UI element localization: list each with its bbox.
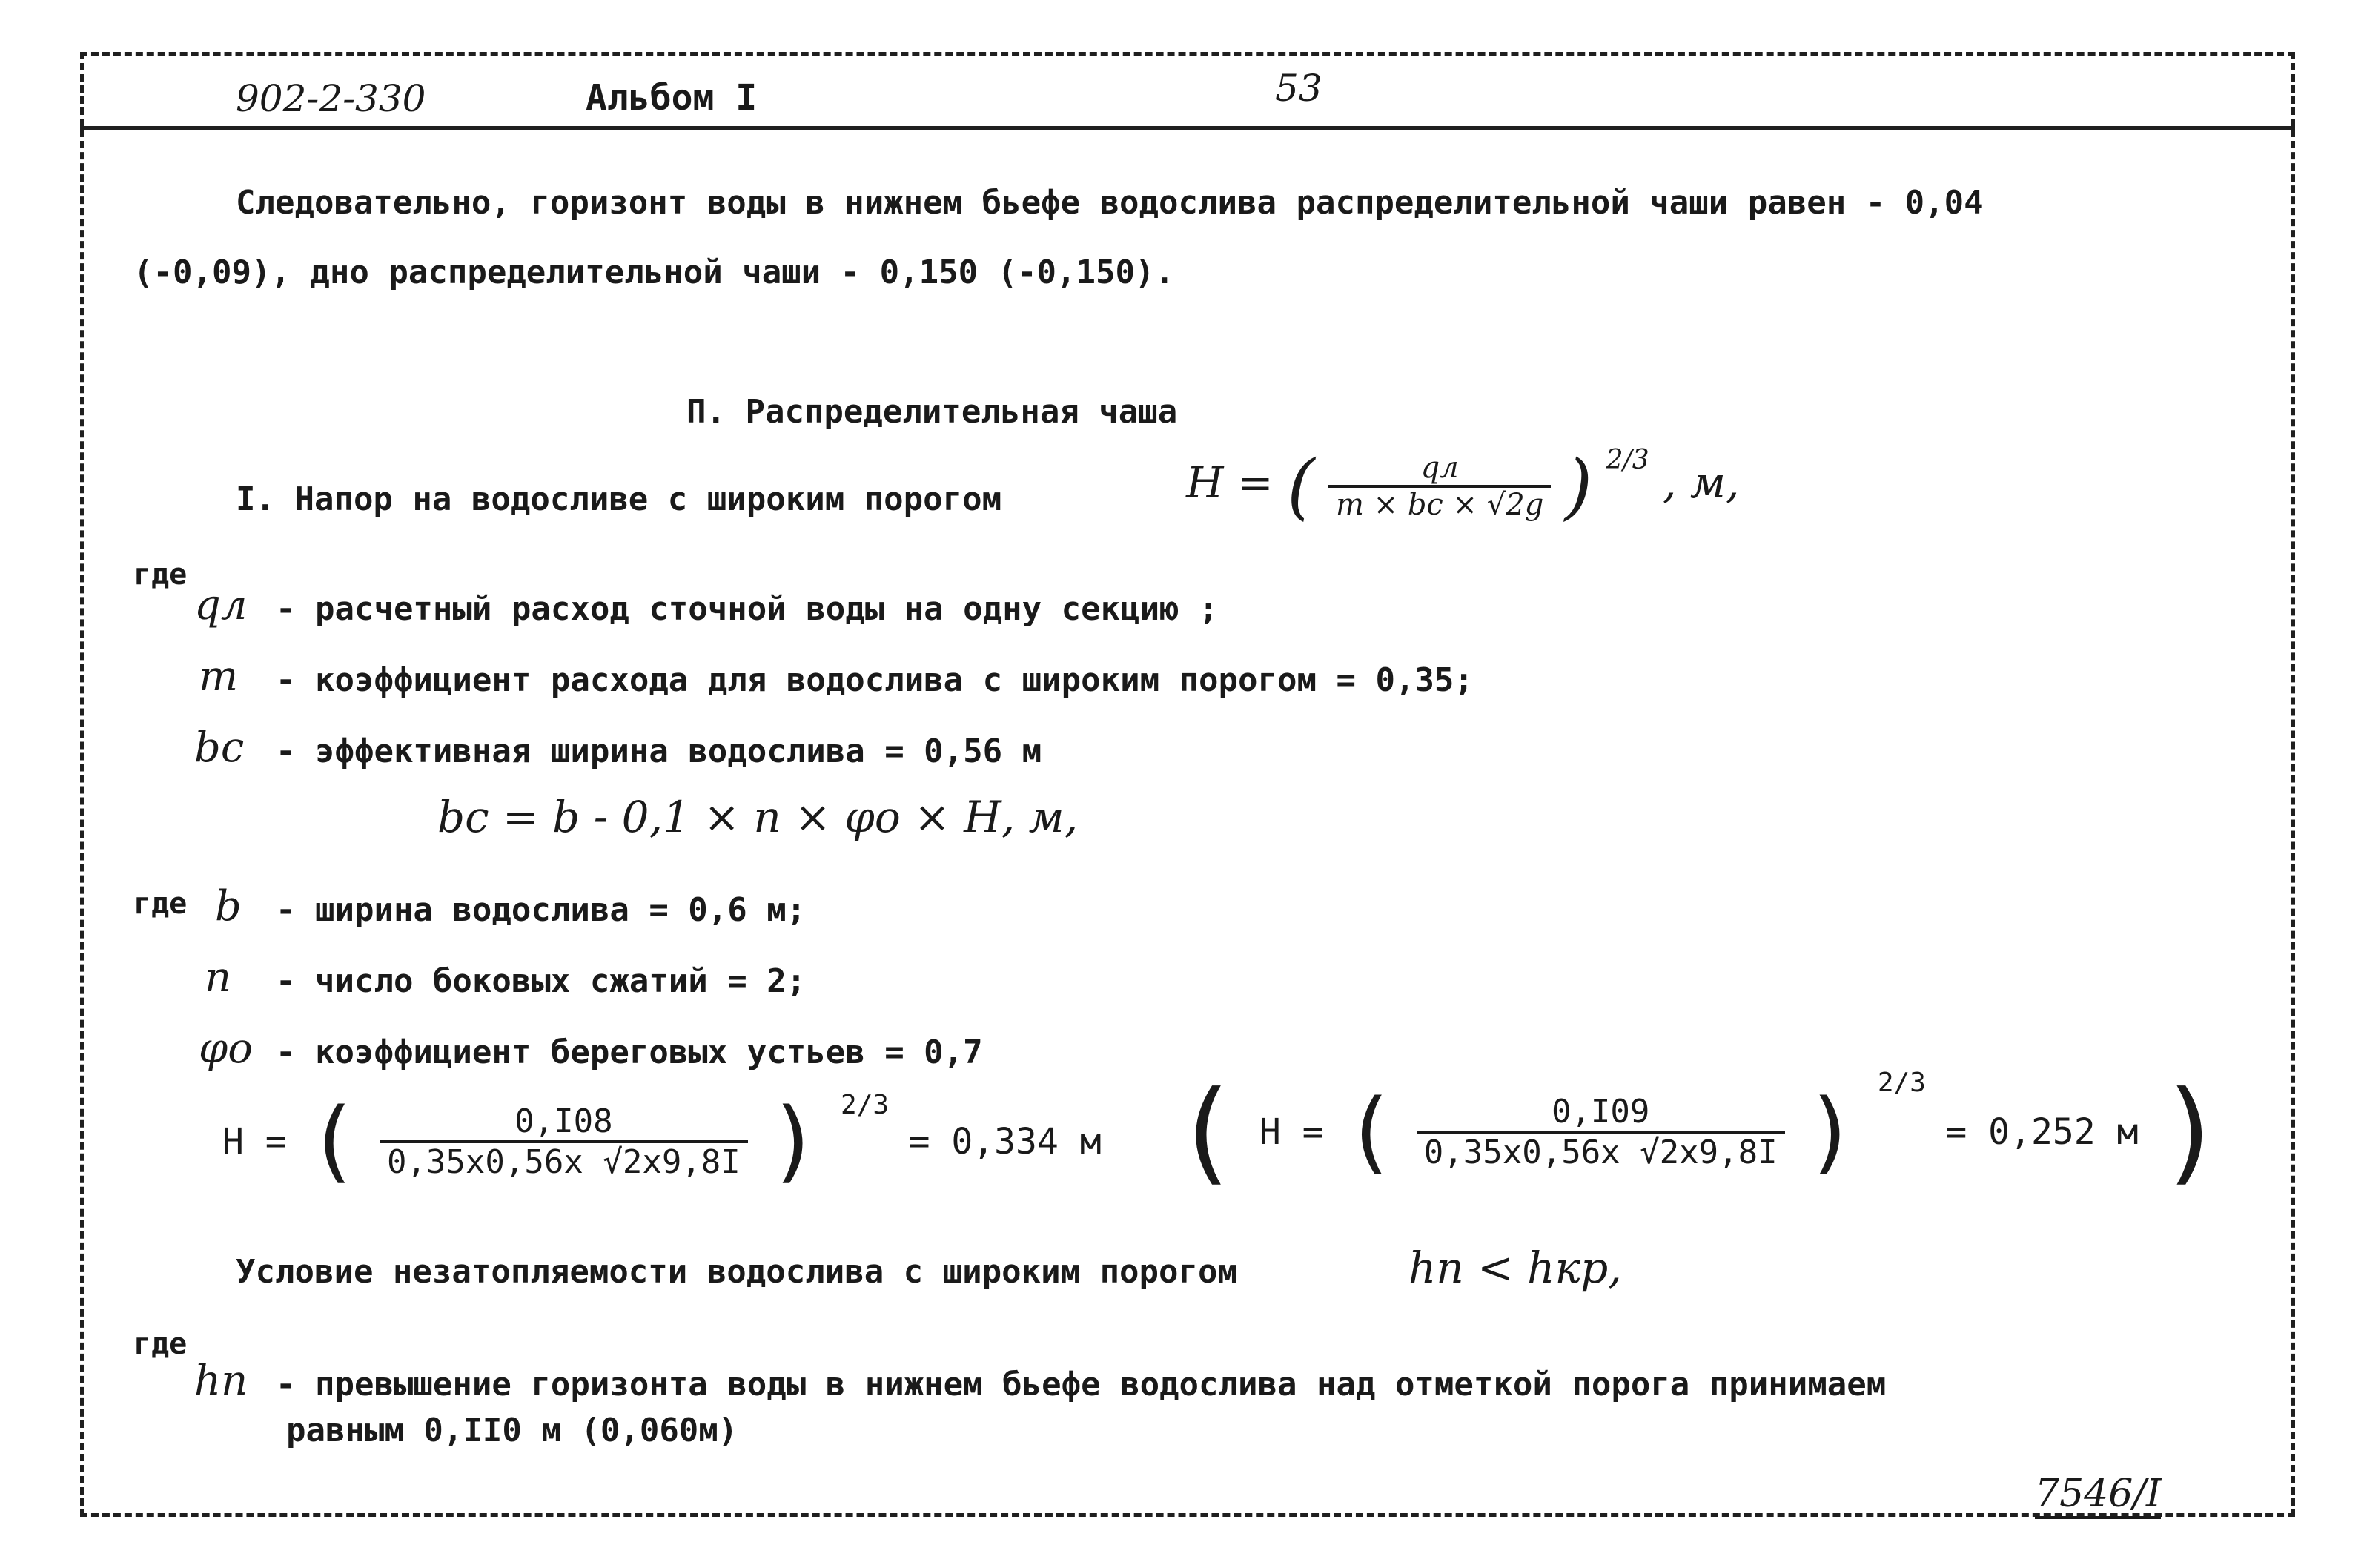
head-formula-denominator: m × bс × √2g <box>1328 485 1551 522</box>
section-title: П. Распределительная чаша <box>686 393 1178 431</box>
calc-1-numerator: 0,I08 <box>514 1102 613 1140</box>
calc-2-lhs: H = <box>1259 1111 1324 1153</box>
bc-formula: bс = b - 0,1 × n × φо × H, м, <box>437 792 1079 842</box>
calc-2 <box>1173 1068 2225 1197</box>
def-symbol-hp: hп <box>194 1357 248 1405</box>
def-symbol-n: n <box>205 953 232 1002</box>
head-formula-exponent: 2/3 <box>1606 445 1649 475</box>
calc-2-result: = 0,252 м <box>1945 1111 2139 1153</box>
calc-2-outer-close-paren: ) <box>2157 1068 2225 1197</box>
condition-text: Условие незатопляемости водослива с широким порогом <box>236 1253 1238 1291</box>
def-text-b: - ширина водослива = 0,6 м; <box>276 891 807 929</box>
calc-1-result: = 0,334 м <box>908 1120 1102 1162</box>
album-label: Альбом I <box>586 77 758 119</box>
inventory-stamp: 7546/I <box>2035 1472 2161 1519</box>
def-text-phi: - коэффициент береговых устьев = 0,7 <box>276 1033 983 1071</box>
def-symbol-b: b <box>215 882 242 930</box>
calc-2-close-paren: ) <box>1804 1080 1858 1184</box>
calc-1-close-paren: ) <box>767 1090 821 1193</box>
head-formula-lhs: H = <box>1186 457 1274 509</box>
intro-line-1: Следовательно, горизонт воды в нижнем бьефе водослива распределительной чаши равен - 0,04 <box>236 184 1984 222</box>
calc-2-denominator: 0,35x0,56x √2x9,8I <box>1417 1131 1785 1171</box>
header-divider <box>80 126 2295 130</box>
head-formula <box>1186 445 1739 528</box>
document-code: 902-2-330 <box>236 77 426 120</box>
intro-line-2: (-0,09), дно распределительной чаши - 0,150 (-0,150). <box>133 254 1174 291</box>
open-paren: ( <box>1287 445 1315 528</box>
calc-1-lhs: H = <box>222 1120 287 1162</box>
head-formula-fraction <box>1328 451 1551 522</box>
def-text-n: - число боковых сжатий = 2; <box>276 962 807 1000</box>
def-text-hp-line-2: равным 0,II0 м (0,060м) <box>286 1412 738 1449</box>
item-1-text: I. Напор на водосливе с широким порогом <box>236 480 1002 518</box>
def-symbol-bc: bс <box>194 724 245 772</box>
def-symbol-phi: φо <box>199 1025 253 1073</box>
calc-1 <box>222 1090 1102 1193</box>
head-formula-numerator: qл <box>1420 451 1459 485</box>
def-text-q: - расчетный расход сточной воды на одну секцию ; <box>276 590 1219 628</box>
calc-1-exponent: 2/3 <box>841 1090 890 1120</box>
calc-1-denominator: 0,35x0,56x √2x9,8I <box>380 1140 748 1181</box>
close-paren: ) <box>1564 445 1593 528</box>
calc-2-outer-open-paren: ( <box>1173 1068 1240 1197</box>
def-text-hp-line-1: - превышение горизонта воды в нижнем бьефе водослива над отметкой порога принимаем <box>276 1366 1887 1403</box>
calc-2-numerator: 0,I09 <box>1551 1093 1650 1131</box>
def-symbol-m: m <box>199 652 239 701</box>
def-symbol-q: qл <box>194 581 248 629</box>
calc-2-fraction <box>1417 1093 1785 1171</box>
condition-formula: hп < hкр, <box>1408 1243 1622 1293</box>
head-formula-unit: , м, <box>1663 457 1740 509</box>
def-text-bc: - эффективная ширина водослива = 0,56 м <box>276 732 1042 770</box>
where-label-1: где <box>133 558 188 592</box>
where-label-2: где <box>133 887 188 921</box>
calc-1-open-paren: ( <box>306 1090 360 1193</box>
where-label-3: где <box>133 1327 188 1361</box>
def-text-m: - коэффициент расхода для водослива с широким порогом = 0,35; <box>276 661 1474 699</box>
page-number: 53 <box>1275 67 1322 110</box>
calc-2-exponent: 2/3 <box>1877 1068 1926 1098</box>
calc-1-fraction <box>380 1102 748 1181</box>
calc-2-open-paren: ( <box>1343 1080 1397 1184</box>
